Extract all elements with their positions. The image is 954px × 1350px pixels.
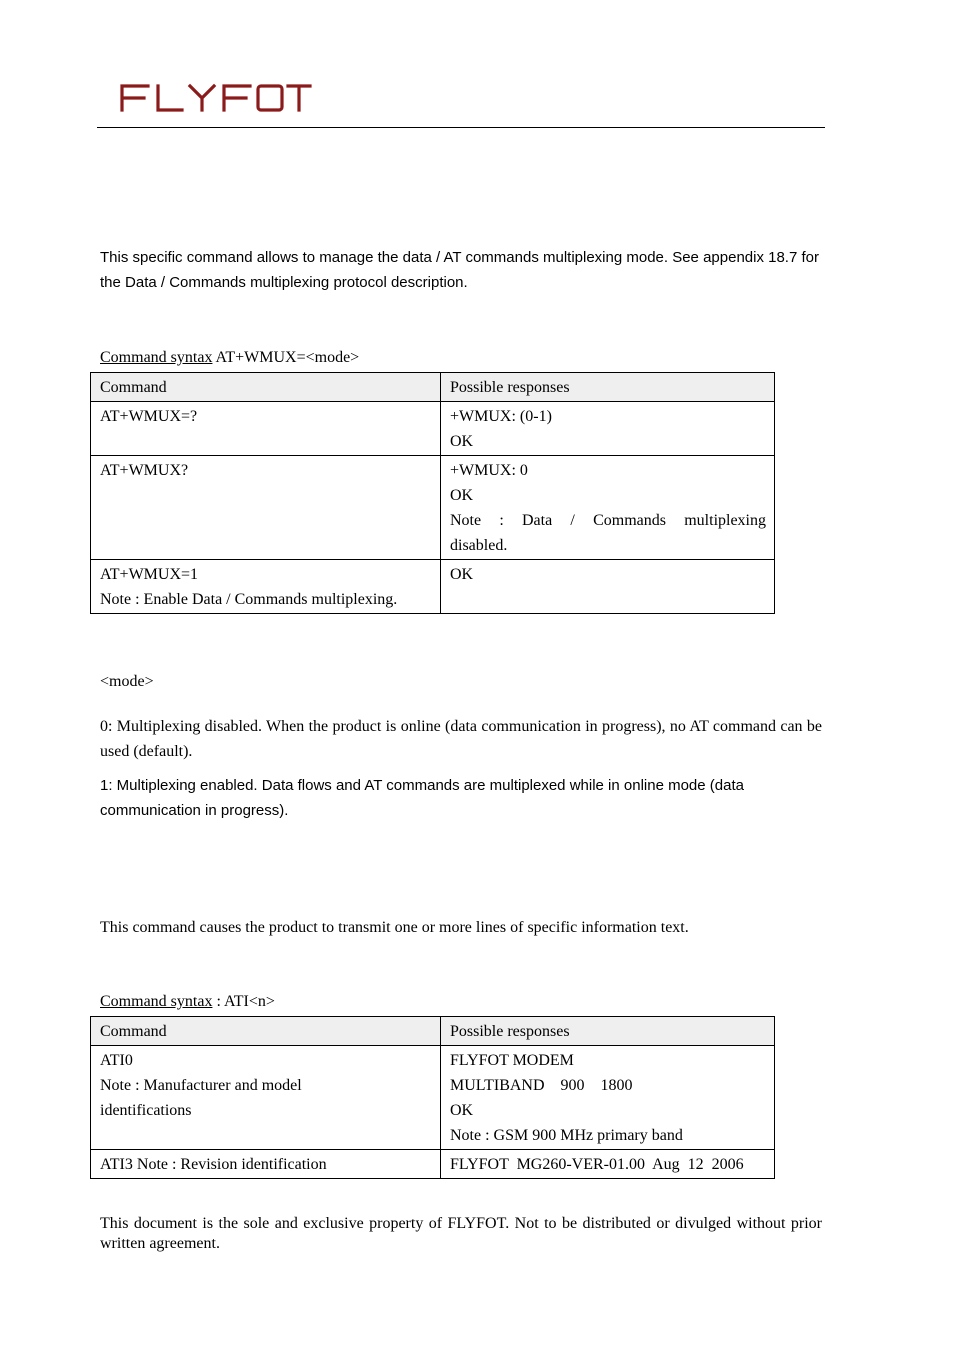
cell-line: FLYFOT MG260-VER-01.00 Aug 12 2006 [450,1156,744,1173]
responses-cell [441,560,775,614]
cell-line: disabled. [450,537,508,554]
col-responses-header: Possible responses [441,373,775,402]
cell-line: FLYFOT MODEM [450,1052,574,1069]
command-cell [91,1046,441,1150]
cell-line: OK [450,566,474,583]
cell-line: Note : Enable Data / Commands multiplexing. [100,591,398,608]
ati-syntax [100,991,275,1013]
cell-line: Note : Manufacturer and model [100,1077,302,1094]
cell-line: +WMUX: (0-1) [450,408,552,425]
syntax-label: Command syntax [100,349,213,366]
responses-cell [441,402,775,456]
cell-line: Note : Data / Commands multiplexing [450,512,766,529]
command-cell [91,1150,441,1179]
command-cell [91,402,441,456]
command-cell [91,560,441,614]
ati-intro: This command causes the product to transmit one or more lines of specific information text. [100,919,689,936]
table-row [91,1150,775,1179]
col-command-header: Command [91,373,441,402]
responses-cell [441,1046,775,1150]
responses-cell [441,1150,775,1179]
flyfot-logo [118,80,313,114]
wmux-command-table [90,372,775,614]
col-responses-header: Possible responses [441,1017,775,1046]
syntax-label: Command syntax [100,993,213,1010]
header-divider [97,127,825,128]
cell-line: ATI3 Note : Revision identification [100,1156,327,1173]
cell-line: AT+WMUX=1 [100,566,199,583]
param-mode-0: 0: Multiplexing disabled. When the product is online (data communication in progress), no AT command can be used (default). [100,718,822,760]
syntax-value: : ATI<n> [212,993,275,1010]
footer-confidentiality-note: This document is the sole and exclusive property of FLYFOT. Not to be distributed or divulged without prior written agreement. [100,1215,822,1252]
command-cell [91,456,441,560]
wmux-intro: This specific command allows to manage the data / AT commands multiplexing mode. See appendix 18.7 for the Data / Commands multiplexing protocol description. [100,249,819,291]
syntax-value: AT+WMUX=<mode> [212,349,360,366]
table-row [91,456,775,560]
cell-line: AT+WMUX=? [100,408,198,425]
table-header-row [91,373,775,402]
param-mode-heading: <mode> [100,673,154,690]
responses-cell [441,456,775,560]
col-command-header: Command [91,1017,441,1046]
wmux-syntax [100,347,359,369]
cell-line: +WMUX: 0 [450,462,528,479]
cell-line: OK [450,487,474,504]
cell-line: Note : GSM 900 MHz primary band [450,1127,683,1144]
param-mode-1: 1: Multiplexing enabled. Data flows and AT commands are multiplexed while in online mode (data communication in progress). [100,777,744,819]
cell-line: OK [450,1102,474,1119]
ati-command-table [90,1016,775,1179]
cell-line: OK [450,433,474,450]
cell-line: AT+WMUX? [100,462,189,479]
table-row [91,1046,775,1150]
table-header-row [91,1017,775,1046]
table-row [91,402,775,456]
cell-line: MULTIBAND 900 1800 [450,1077,633,1094]
cell-line: identifications [100,1102,192,1119]
cell-line: ATI0 [100,1052,133,1069]
table-row [91,560,775,614]
